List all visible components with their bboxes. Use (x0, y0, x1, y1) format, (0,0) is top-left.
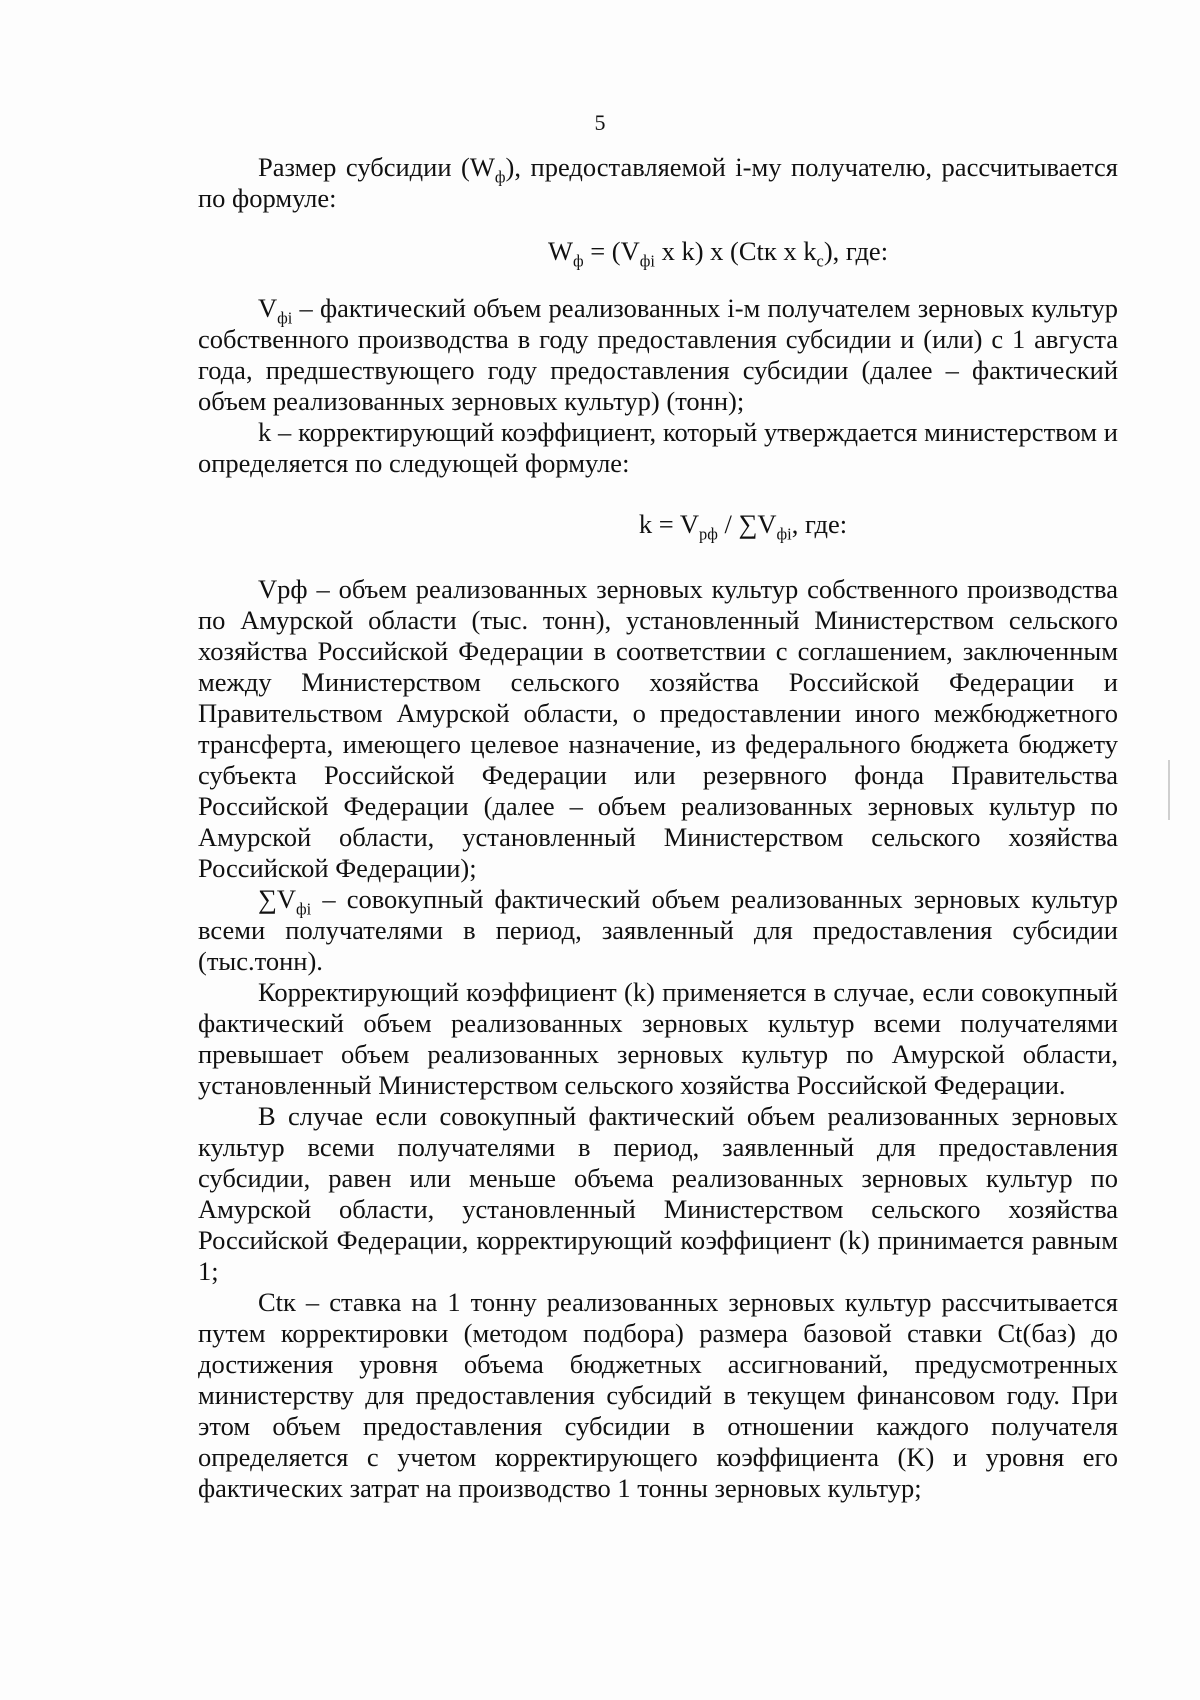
paragraph-coefficient-applies: Корректирующий коэффициент (k) применяется в случае, если совокупный фактический объем реализованных зерновых культур всеми получателями превышает объем реализованных зерновых культур по Амурской области, установленный Министерством сельского хозяйства Российской Федерации. (198, 977, 1118, 1100)
paragraph-coefficient-equals-one: В случае если совокупный фактический объем реализованных зерновых культур всеми получателями в период, заявленный для предоставления субсидии, равен или меньше объема реализованных зерновых культур по Амурской области, установленный Министерством сельского хозяйства Российской Федерации, корректирующий коэффициент (k) принимается равным 1; (198, 1101, 1118, 1286)
paragraph-subsidy-size (198, 152, 1118, 214)
document-body (198, 152, 1118, 1504)
text-segment: Размер субсидии (W (258, 152, 495, 182)
paragraph-total-volume (198, 884, 1118, 977)
text-segment: ), предоставляемой i-му получателю, рассчитывается по формуле: (198, 152, 1118, 213)
paragraph-rate-per-ton: Ctк – ставка на 1 тонну реализованных зерновых культур рассчитывается путем корректировки (методом подбора) размера базовой ставки Ct(баз) до достижения уровня объема бюджетных ассигнований, предусмотренных министерству для предоставления субсидий в текущем финансовом году. При этом объем предоставления субсидии в отношении каждого получателя определяется с учетом корректирующего коэффициента (K) и уровня его фактических затрат на производство 1 тонны зерновых культур; (198, 1287, 1118, 1503)
subscript: ф (494, 167, 506, 187)
paragraph-actual-volume (198, 293, 1118, 417)
formula-subscript: ф (572, 251, 584, 271)
page-number: 5 (594, 110, 606, 135)
text-segment: – совокупный фактический объем реализованных зерновых культур всеми получателями в период, заявленный для предоставления субсидии (тыс.тонн). (198, 884, 1118, 976)
formula-part: = (V (583, 236, 640, 266)
paragraph-regional-volume: Vрф – объем реализованных зерновых культур собственного производства по Амурской области (тыс. тонн), установленный Министерством сельского хозяйства Российской Федерации в соответствии с соглашением, заключенным между Министерством сельского хозяйства Российской Федерации и Правительством Амурской области, о предоставлении иного межбюджетного трансферта, имеющего целевое назначение, из федерального бюджета бюджету субъекта Российской Федерации или резервного фонда Правительства Российской Федерации (далее – объем реализованных зерновых культур по Амурской области, установленный Министерством сельского хозяйства Российской Федерации); (198, 574, 1118, 883)
formula-subscript: c (816, 251, 824, 271)
formula-part: W (547, 236, 573, 266)
scan-artifact-mark (1168, 760, 1170, 820)
text-segment: ∑V (258, 884, 297, 914)
paragraph-correction-coefficient: k – корректирующий коэффициент, который утверждается министерством и определяется по следующей формуле: (198, 417, 1118, 478)
subscript: фi (296, 899, 312, 919)
formula-subsidy (198, 236, 1118, 271)
formula-subscript: рф (698, 524, 718, 544)
formula-coefficient (198, 509, 1118, 544)
formula-part: k = V (638, 509, 699, 539)
text-segment: V (258, 293, 278, 323)
formula-subscript: фi (639, 251, 655, 271)
formula-part: / ∑V (717, 509, 777, 539)
subscript: фi (277, 308, 293, 328)
formula-part: , где: (791, 509, 848, 539)
formula-part: ), где: (823, 236, 889, 266)
formula-subscript: фi (776, 524, 792, 544)
text-segment: – фактический объем реализованных i-м получателем зерновых культур собственного производства в году предоставления субсидии и (или) с 1 августа года, предшествующего году предоставления субсидии (далее – фактический объем реализованных зерновых культур) (тонн); (198, 293, 1118, 416)
formula-part: x k) x (Ctк x k (654, 236, 817, 266)
